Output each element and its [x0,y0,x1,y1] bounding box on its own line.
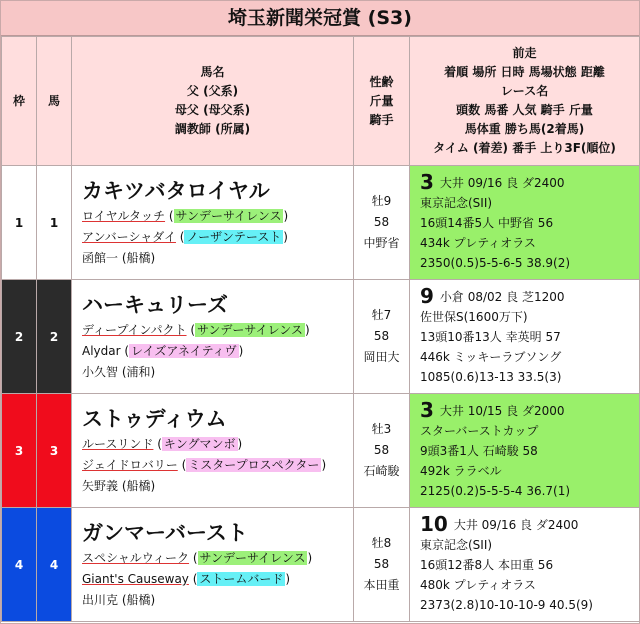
weight: 58 [373,557,390,571]
header-horse-line: 馬名 [200,65,225,79]
header-horse-line: 母父 (母父系) [174,103,251,117]
sire-name: ルースリンド [82,437,154,451]
last-time: 2350(0.5)5-5-6-5 38.9(2) [420,256,571,270]
uma-cell: 4 [37,508,72,622]
sire-family: サンデーサイレンス [175,209,282,223]
sex-cell [354,508,410,622]
header-last-line: 馬体重 勝ち馬(2着馬) [464,122,585,136]
last-race-cell [410,508,640,622]
header-waku: 枠 [2,37,37,166]
trainer: 小久智 (浦和) [82,365,156,379]
header-horse-line: 父 (父系) [186,84,239,98]
dam-sire-line: アンバーシャダイ ( ノーザンテースト ) [82,230,288,244]
last-race: 東京記念(SII) [420,538,493,552]
table-row [2,166,640,280]
header-last-line: タイム (着差) 番手 上り3F(順位) [433,141,616,155]
dam-sire-line: Alydar ( レイズアネイティヴ ) [82,344,244,358]
last-time: 2125(0.2)5-5-5-4 36.7(1) [420,484,571,498]
header-last-line: レース名 [500,84,549,98]
last-header [420,514,639,535]
header-last [410,37,640,166]
last-info: 大井 10/15 良 ダ2000 [439,404,565,418]
horse-name[interactable]: ハーキュリーズ [82,293,228,317]
horse-name[interactable]: カキツバタロイヤル [82,179,270,203]
last-info: 大井 09/16 良 ダ2400 [439,176,565,190]
header-last-line: 着順 場所 日時 馬場状態 距離 [444,65,605,79]
last-time: 2373(2.8)10-10-10-9 40.5(9) [420,598,593,612]
sex-age: 牡8 [371,536,392,550]
jockey: 中野省 [363,236,400,250]
sex-cell [354,394,410,508]
dam-sire-name: Alydar [82,344,121,358]
last-race-cell [410,166,640,280]
weight: 58 [373,215,390,229]
sex-age: 牡7 [371,308,392,322]
dam-sire-name: ジェイドロバリー [82,458,178,472]
header-sex-line: 性齢 [369,74,394,89]
sire-family: キングマンボ [163,437,236,451]
sire-family: サンデーサイレンス [197,323,303,337]
last-detail: 9頭3番1人 石崎駿 58 [420,444,538,458]
sex-age: 牡3 [371,422,392,436]
uma-cell: 1 [37,166,72,280]
sire-line: スペシャルウィーク ( サンデーサイレンス ) [82,551,313,565]
weight: 58 [373,443,390,457]
dam-sire-name: アンバーシャダイ [82,230,176,244]
trainer: 矢野義 (船橋) [82,479,156,493]
sire-line: ルースリンド ( キングマンボ ) [82,437,243,451]
sire-name: スペシャルウィーク [82,551,190,565]
horse-cell [72,280,354,394]
horse-name[interactable]: ストゥディウム [82,407,227,431]
race-title: 埼玉新聞栄冠賞 (S3) [1,1,639,36]
waku-cell: 4 [2,508,37,622]
dam-sire-line: ジェイドロバリー ( ミスタープロスペクター ) [82,458,327,472]
sire-name: ロイヤルタッチ [82,209,166,223]
last-header [420,286,639,307]
last-detail: 16頭14番5人 中野省 56 [420,216,554,230]
sire-line: ロイヤルタッチ ( サンデーサイレンス ) [82,209,289,223]
last-race: スターバーストカップ [420,424,539,438]
table-row [2,280,640,394]
dam-sire-family: ストームバード [199,572,284,586]
last-body: 492k ララベル [420,464,502,478]
table-header [2,37,640,166]
header-sex-line: 斤量 [369,93,394,108]
header-horse [72,37,354,166]
uma-cell: 2 [37,280,72,394]
trainer: 函館一 (船橋) [82,251,156,265]
last-detail: 16頭12番8人 本田重 56 [420,558,554,572]
last-order: 10 [420,512,448,536]
last-order: 3 [420,170,434,194]
jockey: 石崎駿 [363,464,400,478]
last-race: 佐世保S(1600万下) [420,310,528,324]
last-time: 1085(0.6)13-13 33.5(3) [420,370,562,384]
header-horse-line: 調教師 (所属) [174,122,251,136]
last-body: 446k ミッキーラブソング [420,350,562,364]
horse-cell [72,394,354,508]
sire-name: ディープインパクト [82,323,187,337]
horse-cell [72,508,354,622]
header-uma: 馬 [37,37,72,166]
last-race-cell [410,280,640,394]
last-header [420,172,639,193]
last-body: 434k プレティオラス [420,236,536,250]
last-detail: 13頭10番13人 幸英明 57 [420,330,561,344]
last-body: 480k プレティオラス [420,578,536,592]
last-info: 小倉 08/02 良 芝1200 [439,290,565,304]
waku-cell: 2 [2,280,37,394]
dam-sire-family: ミスタープロスペクター [188,458,320,472]
jockey: 岡田大 [363,350,400,364]
last-order: 9 [420,284,434,308]
waku-cell: 1 [2,166,37,280]
header-sex [354,37,410,166]
table-row [2,508,640,622]
last-header [420,400,639,421]
last-race-cell [410,394,640,508]
last-order: 3 [420,398,434,422]
weight: 58 [373,329,390,343]
dam-sire-family: レイズアネイティヴ [131,344,237,358]
dam-sire-family: ノーザンテースト [186,230,282,244]
dam-sire-line: Giant's Causeway ( ストームバード ) [82,572,291,586]
trainer: 出川克 (船橋) [82,593,156,607]
last-info: 大井 09/16 良 ダ2400 [453,518,579,532]
sex-cell [354,280,410,394]
entries-table [1,36,640,622]
uma-cell: 3 [37,394,72,508]
header-last-line: 頭数 馬番 人気 騎手 斤量 [456,103,593,117]
waku-cell: 3 [2,394,37,508]
sire-family: サンデーサイレンス [199,551,306,565]
header-last-line: 前走 [512,46,537,60]
horse-cell [72,166,354,280]
horse-name[interactable]: ガンマーバースト [82,521,248,545]
dam-sire-name: Giant's Causeway [82,572,189,586]
sex-cell [354,166,410,280]
jockey: 本田重 [363,578,400,592]
header-sex-line: 騎手 [369,112,394,127]
table-row [2,394,640,508]
sex-age: 牡9 [371,194,392,208]
sire-line: ディープインパクト ( サンデーサイレンス ) [82,323,310,337]
last-race: 東京記念(SII) [420,196,493,210]
